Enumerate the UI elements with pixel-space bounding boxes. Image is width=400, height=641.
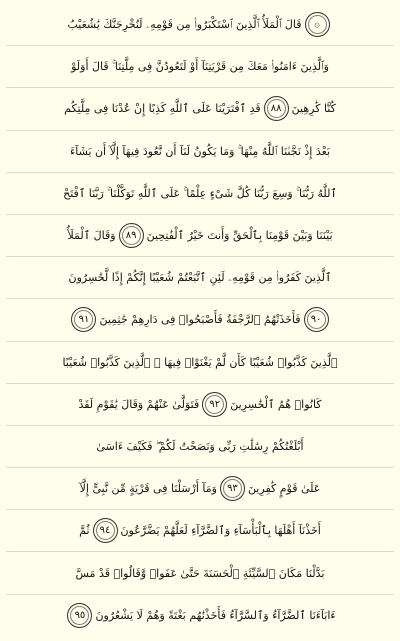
verse-text: فَتَوَلَّىٰ عَنْهُمْ وَقَالَ يَٰقَوْمِ لَقَدْ — [78, 397, 200, 411]
verse-line — [6, 552, 394, 594]
ayah-number-icon: ٩٤ — [93, 518, 118, 543]
verse-line — [6, 215, 394, 257]
ayah-number-icon: ٩٢ — [202, 392, 227, 417]
verse-text: وَقَالَ ٱلْمَلَأُ — [67, 229, 116, 243]
verse-text: قَدِ ٱفْتَرَيْنَا عَلَى ٱللَّهِ كَذِبًا إِنْ عُدْنَا فِى مِلَّتِكُم — [64, 102, 261, 116]
verse-line — [6, 468, 394, 510]
verse-line — [6, 173, 394, 215]
verse-text: فَأَخَذَتْهُمُ ٱلرَّجْفَةُ فَأَصْبَحُوا۟ فِى دَارِهِمْ جَٰثِمِينَ — [99, 313, 301, 327]
verse-text: بَعْدَ إِذْ نَجَّىٰنَا ٱللَّهُ مِنْهَا ۚ وَمَا يَكُونُ لَنَآ أَن نَّعُودَ فِيهَآ إِلَّآ أَن يَشَآءَ — [70, 144, 330, 158]
verse-line — [6, 131, 394, 173]
ayah-number-icon: ٨٨ — [264, 96, 289, 121]
verse-line — [6, 595, 394, 637]
verse-text: بَيْنَنَا وَبَيْنَ قَوْمِنَا بِٱلْحَقِّ وَأَنتَ خَيْرُ ٱلْفَٰتِحِينَ — [146, 229, 333, 243]
verse-text: ٱللَّهُ رَبُّنَا ۚ وَسِعَ رَبُّنَا كُلَّ شَىْءٍ عِلْمًا ۚ عَلَى ٱللَّهِ تَوَكَّلْنَا ۚ رَبَّنَا ٱفْتَحْ — [63, 186, 337, 200]
verse-text: ٱلَّذِينَ كَفَرُوا۟ مِن قَوْمِهِۦ لَئِنِ ٱتَّبَعْتُمْ شُعَيْبًا إِنَّكُمْ إِذًا لَّخَٰسِرُونَ — [68, 271, 332, 285]
ayah-number-icon: ۞ — [305, 12, 330, 37]
verse-line — [6, 46, 394, 88]
ayah-number-icon: ٨٩ — [119, 223, 144, 248]
verse-text: كَانُوا۟ هُمُ ٱلْخَٰسِرِينَ — [230, 397, 322, 411]
verse-text: بَدَّلْنَا مَكَانَ ٱلسَّيِّئَةِ ٱلْحَسَنَةَ حَتَّىٰ عَفَوا۟ وَّقَالُوا۟ قَدْ مَسَّ — [75, 566, 325, 580]
verse-line — [6, 384, 394, 426]
ayah-number-icon: ٩١ — [71, 307, 96, 332]
verse-text: وَمَآ أَرْسَلْنَا فِى قَرْيَةٍ مِّن نَّبِىٍّ إِلَّآ — [79, 482, 217, 496]
verse-text: ثُمَّ — [79, 524, 90, 538]
verse-line — [6, 257, 394, 299]
verse-text: أَبْلَغْتُكُمْ رِسَٰلَٰتِ رَبِّى وَنَصَحْتُ لَكُمْ ۖ فَكَيْفَ ءَاسَىٰ — [96, 439, 304, 453]
verse-line — [6, 342, 394, 384]
verse-text: وَٱلَّذِينَ ءَامَنُوا۟ مَعَكَ مِن قَرْيَتِنَآ أَوْ لَتَعُودُنَّ فِى مِلَّتِنَا ۚ قَالَ أَوَلَوْ — [71, 60, 329, 74]
ayah-number-icon: ٩٠ — [304, 307, 329, 332]
verse-text: كُنَّا كَٰرِهِينَ — [291, 102, 336, 116]
verse-text: ٱلَّذِينَ كَذَّبُوا۟ شُعَيْبًا كَأَن لَّمْ يَغْنَوْا۟ فِيهَا ۚ ٱلَّذِينَ كَذَّبُوا۟ شُعَيْبًا — [62, 355, 338, 369]
verse-text: أَخَذْنَآ أَهْلَهَا بِٱلْبَأْسَآءِ وَٱلضَّرَّآءِ لَعَلَّهُمْ يَضَّرَّعُونَ — [120, 524, 321, 538]
verse-line — [6, 426, 394, 468]
verse-line — [6, 4, 394, 46]
verse-lines — [6, 4, 394, 637]
verse-text: قَالَ ٱلْمَلَأُ ٱلَّذِينَ ٱسْتَكْبَرُوا۟ مِن قَوْمِهِۦ لَنُخْرِجَنَّكَ يَٰشُعَيْبُ — [67, 18, 302, 32]
verse-line — [6, 510, 394, 552]
ayah-number-icon: ٩٣ — [220, 476, 245, 501]
verse-text: ءَابَآءَنَا ٱلضَّرَّآءُ وَٱلسَّرَّآءُ فَأَخَذْنَٰهُم بَغْتَةً وَهُمْ لَا يَشْعُرُونَ — [95, 609, 336, 623]
verse-line — [6, 299, 394, 341]
verse-line — [6, 88, 394, 130]
verse-text: عَلَىٰ قَوْمٍ كَٰفِرِينَ — [247, 482, 321, 496]
ayah-number-icon: ٩٥ — [67, 603, 92, 628]
